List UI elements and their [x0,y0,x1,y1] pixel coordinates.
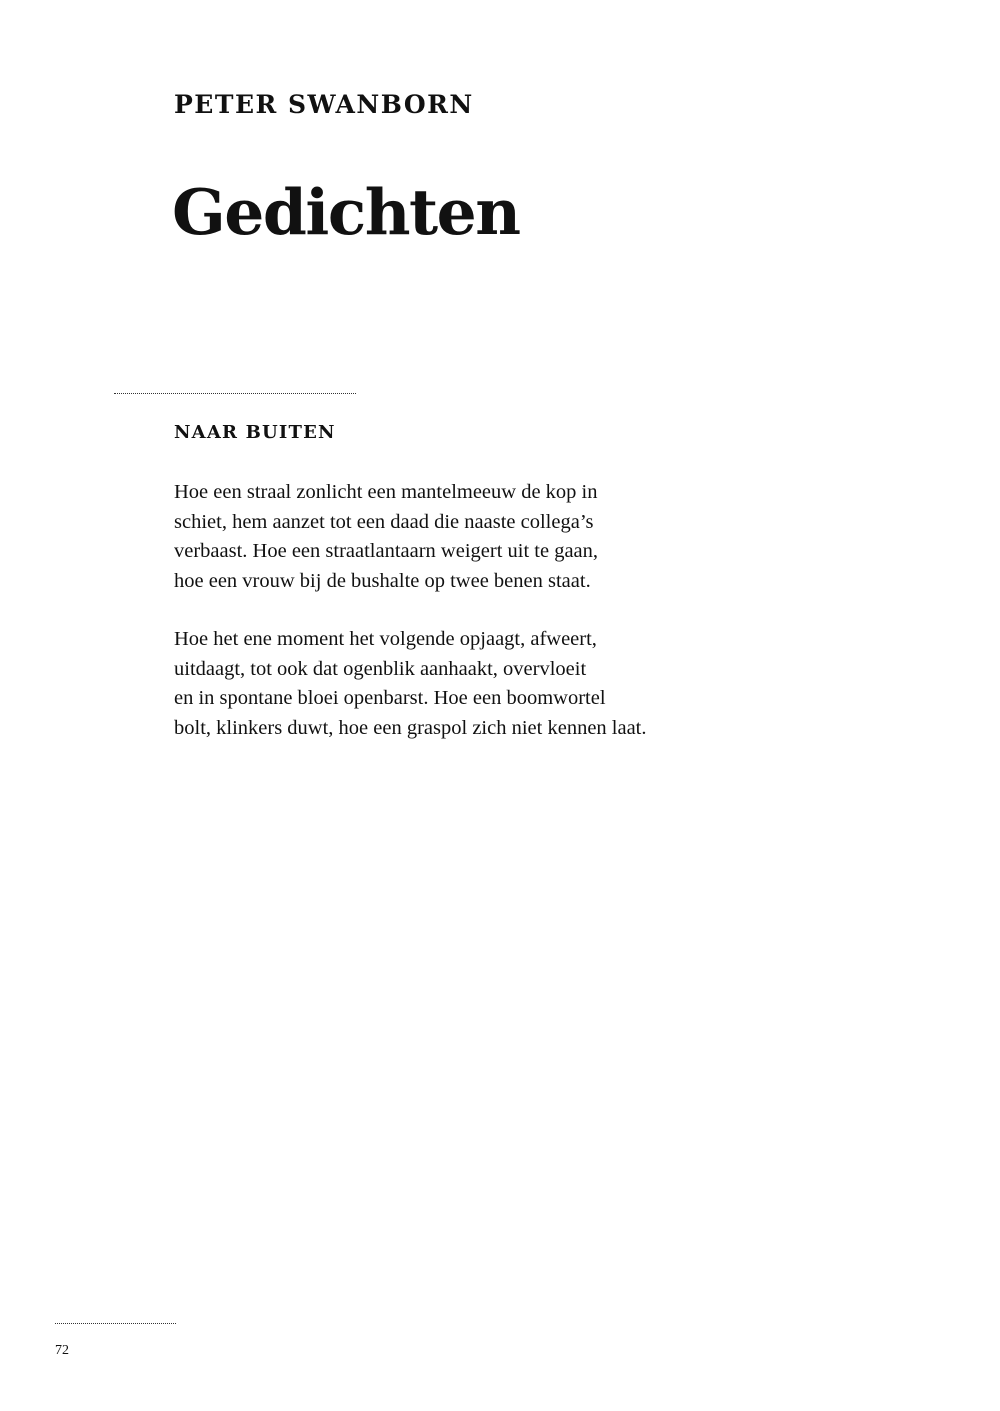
author-name: PETER SWANBORN [174,90,474,119]
poem-line: Hoe een straal zonlicht een mantelmeeuw de kop in [174,481,598,503]
poem-line: hoe een vrouw bij de bushalte op twee benen staat. [174,569,591,592]
page-number: 72 [55,1343,69,1358]
poem-title: NAAR BUITEN [174,422,336,443]
page-title: Gedichten [172,175,520,249]
poem-line: Hoe het ene moment het volgende opjaagt, afweert, [174,628,597,650]
footer-divider [55,1323,176,1324]
poem-stanza-1 [174,478,794,596]
poem-line: en in spontane bloei openbarst. Hoe een boomwortel [174,687,606,709]
poem-line: bolt, klinkers duwt, hoe een graspol zich niet kennen laat. [174,716,647,739]
poem-stanza-2 [174,625,794,743]
poem-line: verbaast. Hoe een straatlantaarn weigert uit te gaan, [174,540,599,562]
poem-line: uitdaagt, tot ook dat ogenblik aanhaakt, overvloeit [174,657,587,680]
dotted-divider [114,393,356,394]
poem-line: schiet, hem aanzet tot een daad die naaste collega’s [174,510,594,533]
